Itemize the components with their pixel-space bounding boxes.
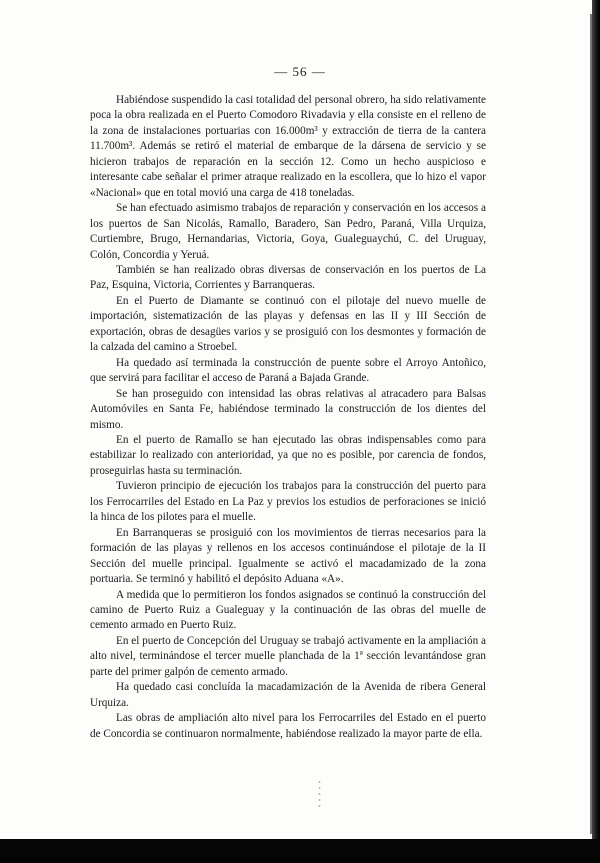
- paragraph-concordia: Las obras de ampliación alto nivel para los Ferrocarriles del Estado en el puerto de Concordia se continuaron normalmente, habiéndose realizado la mayor parte de ella.: [90, 712, 486, 740]
- paragraph-avenida-urquiza: Ha quedado casi concluída la macadamización de la Avenida de ribera General Urquiza.: [90, 681, 486, 709]
- scan-edge-line: [590, 14, 592, 834]
- document-body: [90, 93, 486, 742]
- paragraph-puerto-ruiz: A medida que lo permitieron los fondos asignados se continuó la construcción del camino de Puerto Ruiz a Gualeguay y la continuación de las obras del muelle de cemento armado en Puerto Ruiz.: [90, 588, 486, 632]
- paragraph-concepcion-uruguay: En el puerto de Concepción del Uruguay se trabajó activamente en la ampliación a alto nivel, terminándose el tercer muelle planchada de la 1ª sección levantándose gran parte del primer galpón de cemento armado.: [90, 634, 486, 678]
- paragraph-comodoro-rivadavia: Habiéndose suspendido la casi totalidad del personal obrero, ha sido relativamente poca la obra realizada en el Puerto Comodoro Rivadavia y ella consiste en el relleno de la zona de instalaciones portuarias con 16.000m³ y extracción de tierra de la cantera 11.700m³. Además se retiró el material de embarque de la dársena de servicio y se hicieron trabajos de reparación en la sección 12. Como un hecho auspicioso e interesante cabe señalar el primer atraque realizado en la escollera, que lo hizo el vapor «Nacional» que en total movió una carga de 418 toneladas.: [90, 94, 486, 199]
- paragraph-barranqueras: En Barranqueras se prosiguió con los movimientos de tierras necesarios para la formación de las playas y rellenos en los accesos continuándose el pilotaje de la II Sección del muelle principal. Igualmente se activó el macadamizado de la zona portuaria. Se terminó y habilitó el depósito Aduana «A».: [90, 526, 486, 586]
- paragraph-la-paz: Tuvieron principio de ejecución los trabajos para la construcción del puerto para los Ferrocarriles del Estado en La Paz y previos los estudios de perforaciones se inició la hinca de los pilotes para el muelle.: [90, 480, 486, 524]
- scan-bottom-edge: [0, 839, 600, 863]
- paragraph-obras-conservacion: También se han realizado obras diversas de conservación en los puertos de La Paz, Esquina, Victoria, Corrientes y Barranqueras.: [90, 263, 486, 292]
- paragraph-ramallo: En el puerto de Ramallo se han ejecutado las obras indispensables como para estabilizar lo realizado con anterioridad, ya que no es posible, por carencia de fondos, proseguirlas hasta su terminación.: [90, 433, 486, 477]
- paragraph-accesos-puertos: Se han efectuado asimismo trabajos de reparación y conservación en los accesos a los puertos de San Nicolás, Ramallo, Baradero, San Pedro, Paraná, Villa Urquiza, Curtiembre, Brugo, Hernandarias, Victoria, Goya, Gualeguaychú, C. del Uruguay, Colón, Concordia y Yeruá.: [90, 202, 486, 261]
- scan-speck: [318, 779, 321, 809]
- paragraph-puerto-diamante: En el Puerto de Diamante se continuó con el pilotaje del nuevo muelle de importación, sistematización de las playas y defensas en las II y III Sección de exportación, obras de desagües varios y se prosiguió con los desmontes y formación de la calzada del camino a Stroebel.: [90, 294, 486, 354]
- scan-right-edge: [592, 0, 600, 863]
- paragraph-arroyo-antonico: Ha quedado así terminada la construcción de puente sobre el Arroyo Antoñico, que servirá para facilitar el acceso de Paraná a Bajada Grande.: [90, 356, 486, 385]
- paragraph-santa-fe: Se han proseguido con intensidad las obras relativas al atracadero para Balsas Automóviles en Santa Fe, habiéndose terminado la construcción de los dientes del mismo.: [90, 387, 486, 431]
- page-number: — 56 —: [274, 64, 326, 79]
